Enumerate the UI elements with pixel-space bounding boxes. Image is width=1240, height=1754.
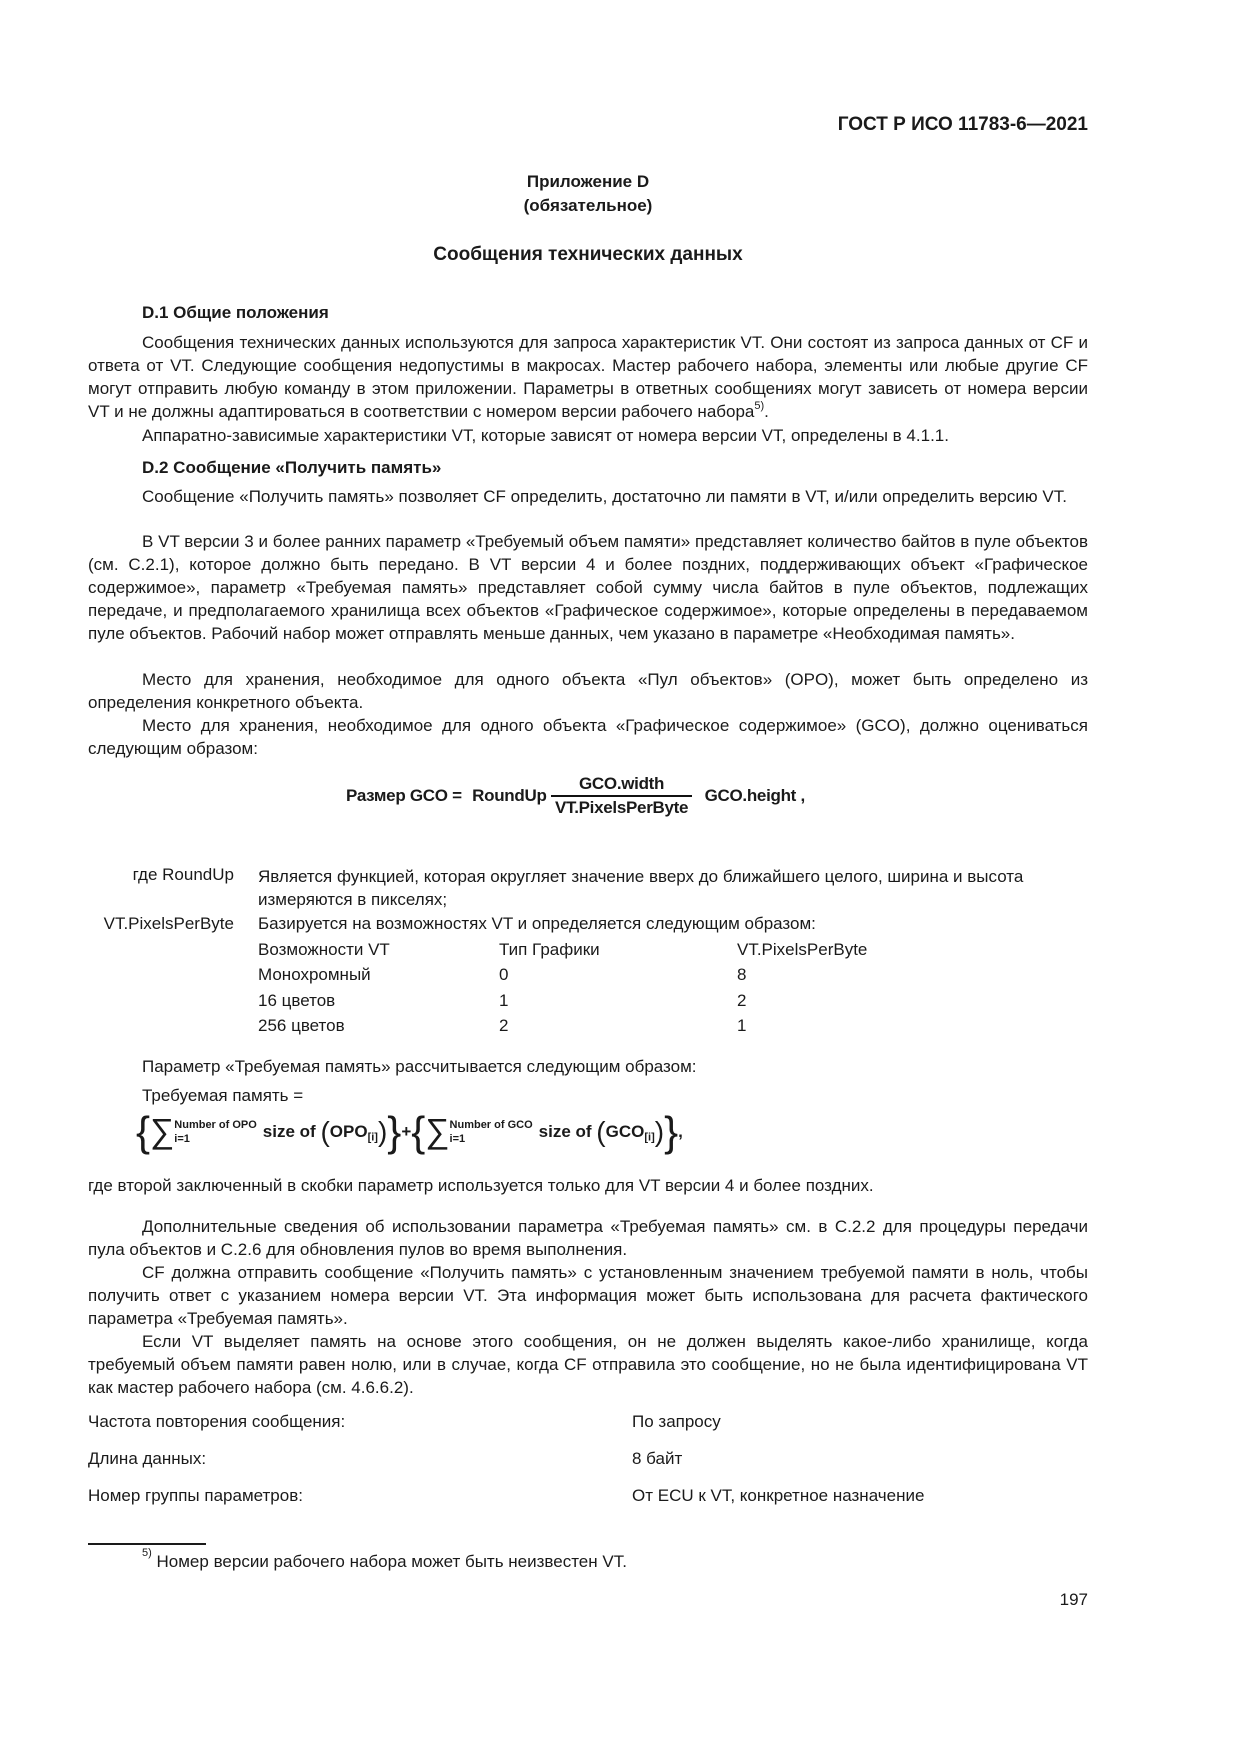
memory-intro: Параметр «Требуемая память» рассчитывается следующим образом: <box>142 1057 697 1076</box>
table-header-ppb: VT.PixelsPerByte <box>737 940 868 959</box>
prop-label-pgn: Номер группы параметров: <box>88 1486 303 1505</box>
section-d1-paragraph-1: Сообщения технических данных используются для запроса характеристик VT. Они состоят из запроса данных от CF и ответа от VT. Следующие сообщения недопустимы в макросах. Мастер рабочего набора, элементы или любые другие CF могут отправить любую команду в этом приложении. Параметры в ответных сообщениях могут зависеть от номера версии VT и не должны адаптироваться в соответствии с номером версии рабочего набора$^{5)}$. <box>88 333 1088 421</box>
table-cell: 256 цветов <box>258 1016 345 1035</box>
table-header-capability: Возможности VT <box>258 940 390 959</box>
prop-label-length: Длина данных: <box>88 1449 207 1468</box>
footnote-mark: 5) <box>142 1547 152 1559</box>
section-d2-paragraph-3: Место для хранения, необходимое для одного объекта «Пул объектов» (OPO), может быть определено из определения конкретного объекта. <box>88 670 1088 712</box>
formula-roundup: RoundUp <box>472 786 547 805</box>
annex-heading: Сообщения технических данных <box>433 244 743 265</box>
sum-icon: ∑ <box>425 1112 450 1151</box>
prop-value-repetition: По запросу <box>632 1412 721 1431</box>
ppb-definition: Базируется на возможностях VT и определяется следующим образом: <box>258 914 816 933</box>
section-d2-title: D.2 Сообщение «Получить память» <box>142 458 442 477</box>
table-cell: 1 <box>737 1016 747 1035</box>
section-d2-paragraph-1: Сообщение «Получить память» позволяет CF определить, достаточно ли памяти в VT, и/или определить версию VT. <box>142 487 1067 506</box>
table-header-graphic-type: Тип Графики <box>499 940 600 959</box>
table-cell: 2 <box>737 991 747 1010</box>
gco-size-formula <box>346 774 946 818</box>
footnote <box>142 1547 627 1572</box>
standard-header: ГОСТ Р ИСО 11783-6—2021 <box>837 114 1088 135</box>
prop-label-repetition: Частота повторения сообщения: <box>88 1412 346 1431</box>
prop-value-length: 8 байт <box>632 1449 683 1468</box>
formula-fraction <box>551 774 692 818</box>
table-cell: Монохромный <box>258 965 371 984</box>
formula-denominator: VT.PixelsPerByte <box>554 798 689 817</box>
after-paragraph-1: Дополнительные сведения об использовании параметра «Требуемая память» см. в C.2.2 для процедуры передачи пула объектов и C.2.6 для обновления пулов во время выполнения. <box>88 1217 1088 1259</box>
table-cell: 2 <box>499 1016 509 1035</box>
roundup-label: где RoundUp <box>132 865 234 884</box>
section-d1-paragraph-2: Аппаратно-зависимые характеристики VT, которые зависят от номера версии VT, определены в 4.1.1. <box>142 426 949 445</box>
formula-tail: GCO.height , <box>704 786 805 805</box>
roundup-definition: Является функцией, которая округляет значение вверх до ближайшего целого, ширина и высота измеряются в пикселях; <box>258 867 1024 909</box>
formula-note: где второй заключенный в скобки параметр используется только для VT версии 4 и более поздних. <box>88 1176 874 1195</box>
open-brace: { <box>136 1108 151 1155</box>
footnote-ref: 5) <box>754 400 765 412</box>
annex-title: Приложение D <box>526 172 650 191</box>
footnote-text: Номер версии рабочего набора может быть неизвестен VT. <box>156 1552 627 1571</box>
table-cell: 8 <box>737 965 747 984</box>
formula-numerator: GCO.width <box>551 774 692 797</box>
memory-label: Требуемая память = <box>142 1086 304 1105</box>
footnote-divider <box>88 1543 206 1545</box>
ppb-label: VT.PixelsPerByte <box>103 914 234 933</box>
annex-status: (обязательное) <box>523 196 653 215</box>
table-cell: 1 <box>499 991 509 1010</box>
section-d2-paragraph-4: Место для хранения, необходимое для одного объекта «Графическое содержимое» (GCO), должно оцениваться следующим образом: <box>88 716 1088 758</box>
section-d1-title: D.1 Общие положения <box>142 303 329 322</box>
after-paragraph-3: Если VT выделяет память на основе этого сообщения, он не должен выделять какое-либо хранилище, когда требуемый объем памяти равен нолю, или в случае, когда CF отправила это сообщение, но не была идентифицирована VT как мастер рабочего набора (см. 4.6.6.2). <box>88 1332 1088 1397</box>
close-brace: } <box>664 1108 679 1155</box>
section-d2-paragraph-2: В VT версии 3 и более ранних параметр «Требуемый объем памяти» представляет количество байтов в пуле объектов (см. C.2.1), которое должно быть передано. В VT версии 4 и более поздних, поддерживающих объект «Графическое содержимое», параметр «Требуемая память» представляет собой сумму числа байтов в пуле объектов, подлежащих передаче, и предполагаемого хранилища всех объектов «Графическое содержимое», которые определены в передаваемом пуле объектов. Рабочий набор может отправлять меньше данных, чем указано в параметре «Необходимая память». <box>88 532 1088 643</box>
prop-value-pgn: От ECU к VT, конкретное назначение <box>632 1486 925 1505</box>
formula-lhs: Размер GCO = <box>346 786 462 805</box>
sum-icon: ∑ <box>150 1112 175 1151</box>
page-number: 197 <box>1059 1590 1088 1609</box>
after-paragraph-2: CF должна отправить сообщение «Получить память» с установленным значением требуемой памяти в ноль, чтобы получить ответ с указанием номера версии VT. Эта информация может быть использована для расчета фактического параметра «Требуемая память». <box>88 1263 1088 1328</box>
table-cell: 16 цветов <box>258 991 336 1010</box>
table-cell: 0 <box>499 965 509 984</box>
required-memory-formula: {∑ Number of OPO i=1 size of $(OPO_{[i]})\}+\{\sum$ Number of GCO i=1 size of $(GCO_{[i]})$}, <box>136 1108 683 1155</box>
